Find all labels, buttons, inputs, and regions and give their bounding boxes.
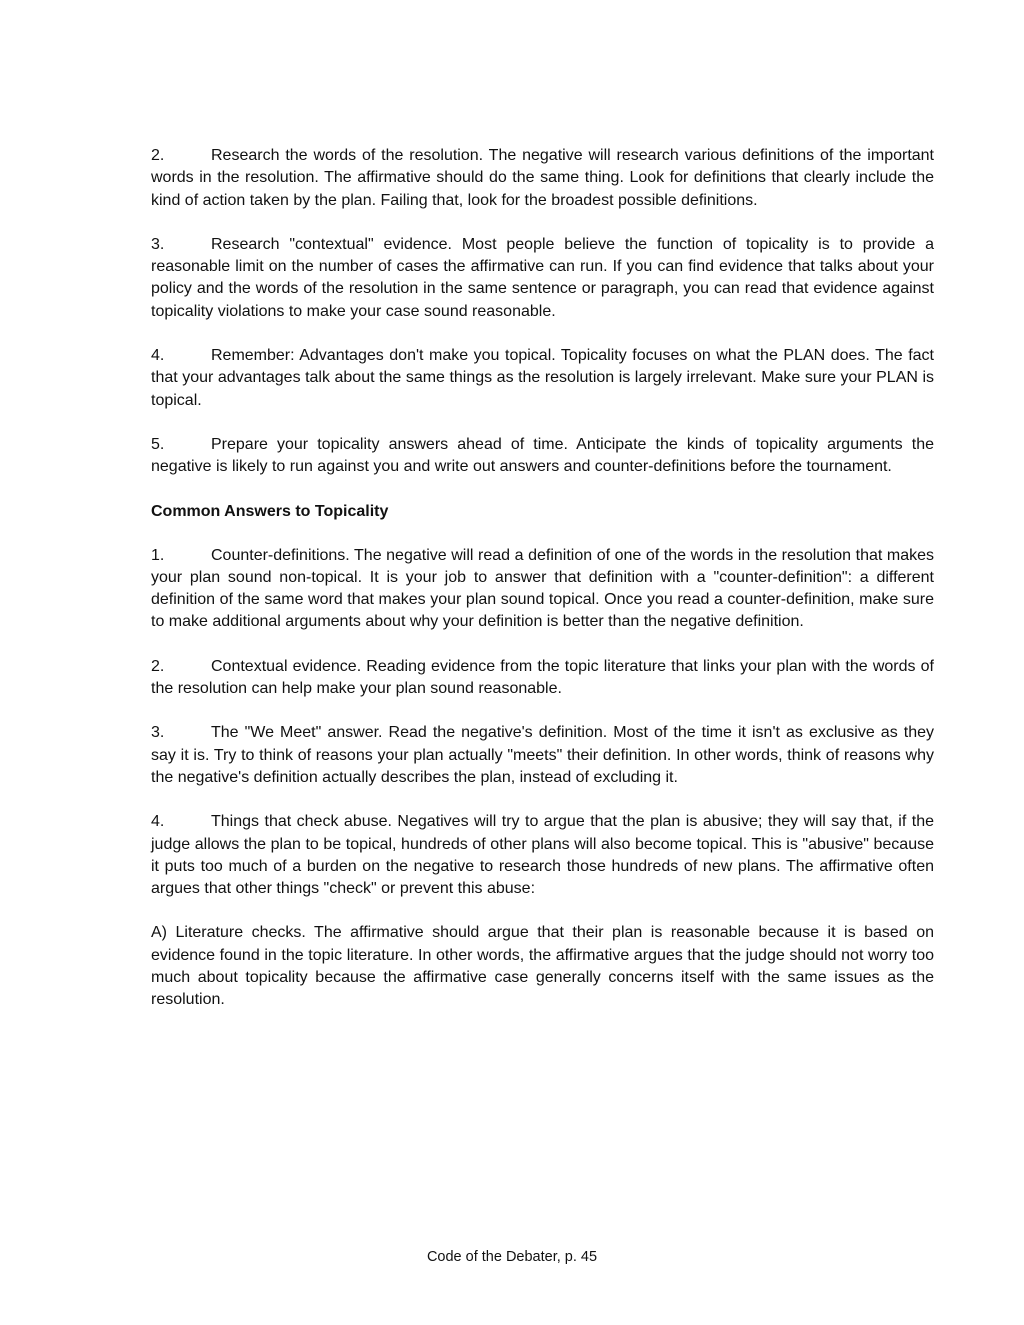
item-text: Counter-definitions. The negative will read a definition of one of the words in the resolution that makes your plan sound non-topical. It is your job to answer that definition with a "counter-definition": a different definition of the same word that makes your plan sound topical. Once you read a counter-definition, make sure to make additional arguments about why your definition is better than the negative definition. <box>151 546 934 631</box>
answer-item-1 <box>151 545 934 634</box>
answer-item-2 <box>151 656 934 701</box>
research-item-3 <box>151 234 934 323</box>
item-text: Remember: Advantages don't make you topical. Topicality focuses on what the PLAN does. The fact that your advantages talk about the same things as the resolution is largely irrelevant. Make sure your PLAN is topical. <box>151 347 934 409</box>
research-item-2 <box>151 145 934 212</box>
sub-item-literature-checks: A) Literature checks. The affirmative should argue that their plan is reasonable because it is based on evidence found in the topic literature. In other words, the affirmative argues that the judge should not worry too much about topicality because the affirmative case generally concerns itself with the same issues as the resolution. <box>151 924 934 1009</box>
item-text: Things that check abuse. Negatives will try to argue that the plan is abusive; they will say that, if the judge allows the plan to be topical, hundreds of other plans will also become topical. This is "abusive" because it puts too much of a burden on the negative to research those hundreds of new plans. The affirmative often argues that other things "check" or prevent this abuse: <box>151 813 934 898</box>
item-number: 3. <box>151 724 165 742</box>
answer-item-3 <box>151 722 934 789</box>
answer-item-4 <box>151 811 934 900</box>
page-content <box>151 145 934 1034</box>
section-heading: Common Answers to Topicality <box>151 502 389 520</box>
item-number: 1. <box>151 546 165 564</box>
item-text: Research "contextual" evidence. Most people believe the function of topicality is to provide a reasonable limit on the number of cases the affirmative can run. If you can find evidence that talks about your policy and the words of the resolution in the same sentence or paragraph, you can read that evidence against topicality violations to make your case sound reasonable. <box>151 235 934 320</box>
item-number: 2. <box>151 657 165 675</box>
item-number: 4. <box>151 813 165 831</box>
item-text: Prepare your topicality answers ahead of time. Anticipate the kinds of topicality arguments the negative is likely to run against you and write out answers and counter-definitions before the tournament. <box>151 435 934 476</box>
item-number: 3. <box>151 235 165 253</box>
research-item-5 <box>151 434 934 479</box>
item-text: The "We Meet" answer. Read the negative's definition. Most of the time it isn't as exclusive as they say it is. Try to think of reasons your plan actually "meets" their definition. In other words, think of reasons why the negative's definition actually describes the plan, instead of excluding it. <box>151 724 934 786</box>
item-text: Research the words of the resolution. The negative will research various definitions of the important words in the resolution. The affirmative should do the same thing. Look for definitions that clearly include the kind of action taken by the plan. Failing that, look for the broadest possible definitions. <box>151 147 934 209</box>
item-text: Contextual evidence. Reading evidence from the topic literature that links your plan with the words of the resolution can help make your plan sound reasonable. <box>151 657 934 698</box>
item-number: 2. <box>151 147 165 164</box>
item-number: 5. <box>151 435 165 453</box>
page-footer: Code of the Debater, p. 45 <box>426 1249 598 1265</box>
item-number: 4. <box>151 347 165 365</box>
research-item-4 <box>151 345 934 412</box>
